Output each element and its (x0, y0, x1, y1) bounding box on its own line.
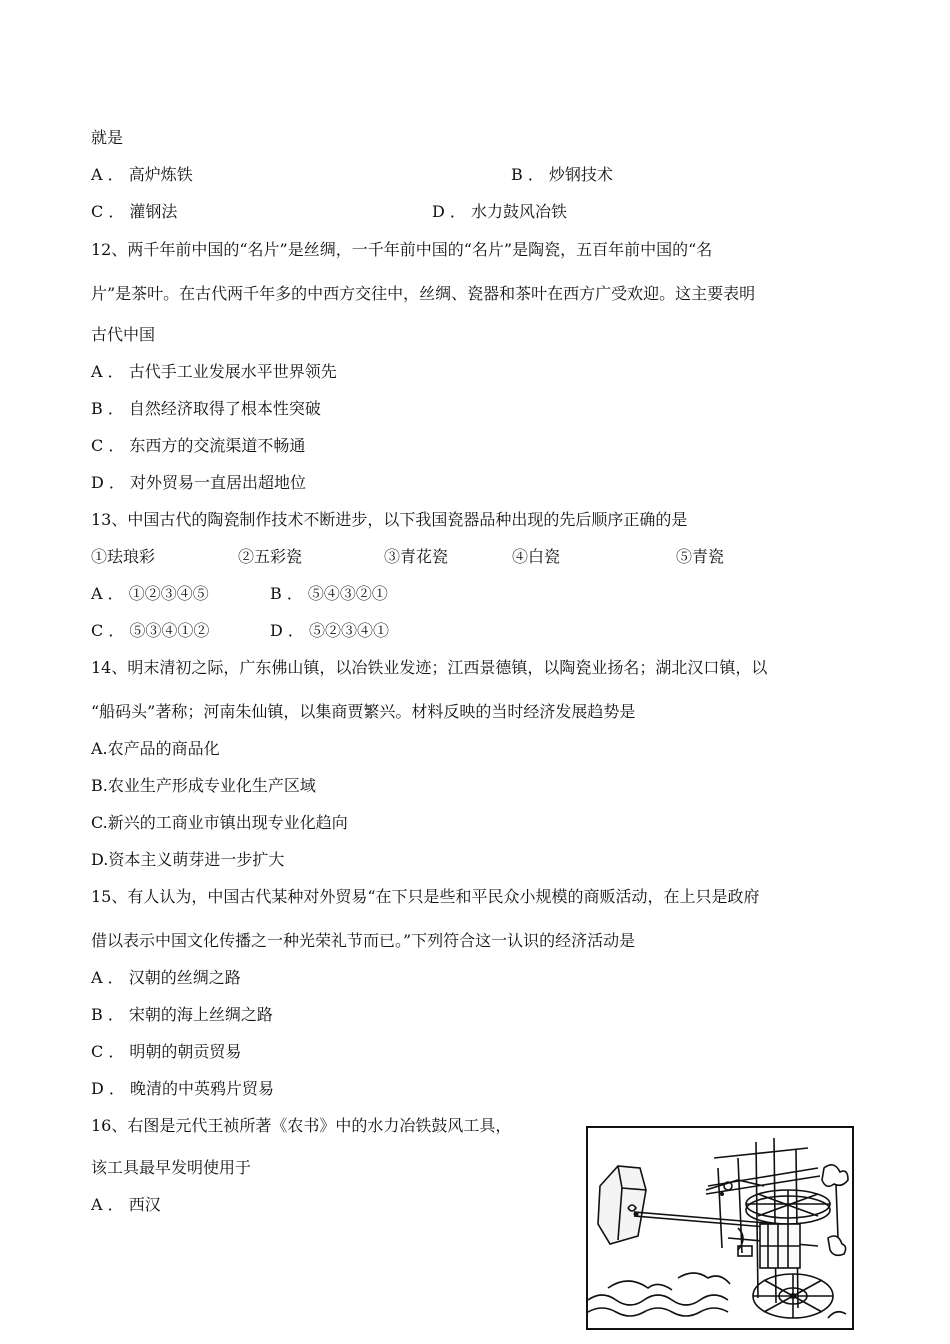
q15-option-c[interactable]: C ． 明朝的朝贡贸易 (91, 1042, 242, 1061)
q14-option-c[interactable]: C.新兴的工商业市镇出现专业化趋向 (91, 813, 348, 832)
q15-stem-line-1: 15、有人认为，中国古代某种对外贸易“在下只是些和平民众小规模的商贩活动，在上只是政府 (91, 887, 760, 906)
q12-stem-line-3: 古代中国 (91, 325, 156, 344)
q14-option-a[interactable]: A.农产品的商品化 (91, 739, 220, 758)
q11-option-b[interactable]: B ． 炒钢技术 (511, 165, 613, 184)
q13-option-a[interactable]: A ． ①②③④⑤ (91, 584, 209, 603)
q13-option-b[interactable]: B ． ⑤④③②① (270, 584, 388, 603)
q12-option-d[interactable]: D ． 对外贸易一直居出超地位 (91, 473, 307, 492)
q14-option-d[interactable]: D.资本主义萌芽进一步扩大 (91, 850, 285, 869)
q15-option-a[interactable]: A ． 汉朝的丝绸之路 (91, 968, 241, 987)
water-bellows-drawing (588, 1128, 852, 1328)
q13-item-2: ②五彩瓷 (238, 547, 303, 566)
q12-stem-line-2: 片”是茶叶。在古代两千年多的中西方交往中，丝绸、瓷器和茶叶在西方广受欢迎。这主要表明 (91, 284, 756, 303)
water-bellows-illustration (586, 1126, 854, 1330)
q13-item-5: ⑤青瓷 (676, 547, 725, 566)
q12-option-c[interactable]: C ． 东西方的交流渠道不畅通 (91, 436, 306, 455)
q11-stem-tail: 就是 (91, 128, 124, 147)
q12-stem-line-1: 12、两千年前中国的“名片”是丝绸，一千年前中国的“名片”是陶瓷，五百年前中国的“名 (91, 240, 713, 259)
q11-option-d[interactable]: D ． 水力鼓风冶铁 (432, 202, 568, 221)
q15-option-d[interactable]: D ． 晚清的中英鸦片贸易 (91, 1079, 275, 1098)
q12-option-a[interactable]: A ． 古代手工业发展水平世界领先 (91, 362, 337, 381)
q14-stem-line-2: “船码头”著称；河南朱仙镇，以集商贾繁兴。材料反映的当时经济发展趋势是 (91, 702, 636, 721)
q13-item-1: ①珐琅彩 (91, 547, 156, 566)
q13-stem: 13、中国古代的陶瓷制作技术不断进步，以下我国瓷器品种出现的先后顺序正确的是 (91, 510, 688, 529)
q12-option-b[interactable]: B ． 自然经济取得了根本性突破 (91, 399, 321, 418)
q11-option-c[interactable]: C ． 灌钢法 (91, 202, 178, 221)
q14-stem-line-1: 14、明末清初之际，广东佛山镇，以冶铁业发迹；江西景德镇，以陶瓷业扬名；湖北汉口镇，以 (91, 658, 768, 677)
q11-option-a[interactable]: A ． 高炉炼铁 (91, 165, 193, 184)
q15-option-b[interactable]: B ． 宋朝的海上丝绸之路 (91, 1005, 273, 1024)
q13-option-c[interactable]: C ． ⑤③④①② (91, 621, 210, 640)
q16-stem-line-2: 该工具最早发明使用于 (91, 1158, 252, 1177)
q15-stem-line-2: 借以表示中国文化传播之一种光荣礼节而已。”下列符合这一认识的经济活动是 (91, 931, 636, 950)
q16-option-a[interactable]: A ． 西汉 (91, 1195, 161, 1214)
q14-option-b[interactable]: B.农业生产形成专业化生产区域 (91, 776, 316, 795)
q13-item-4: ④白瓷 (512, 547, 561, 566)
q16-stem-line-1: 16、右图是元代王祯所著《农书》中的水力冶铁鼓风工具， (91, 1116, 512, 1135)
q13-item-3: ③青花瓷 (384, 547, 449, 566)
q13-option-d[interactable]: D ． ⑤②③④① (270, 621, 390, 640)
